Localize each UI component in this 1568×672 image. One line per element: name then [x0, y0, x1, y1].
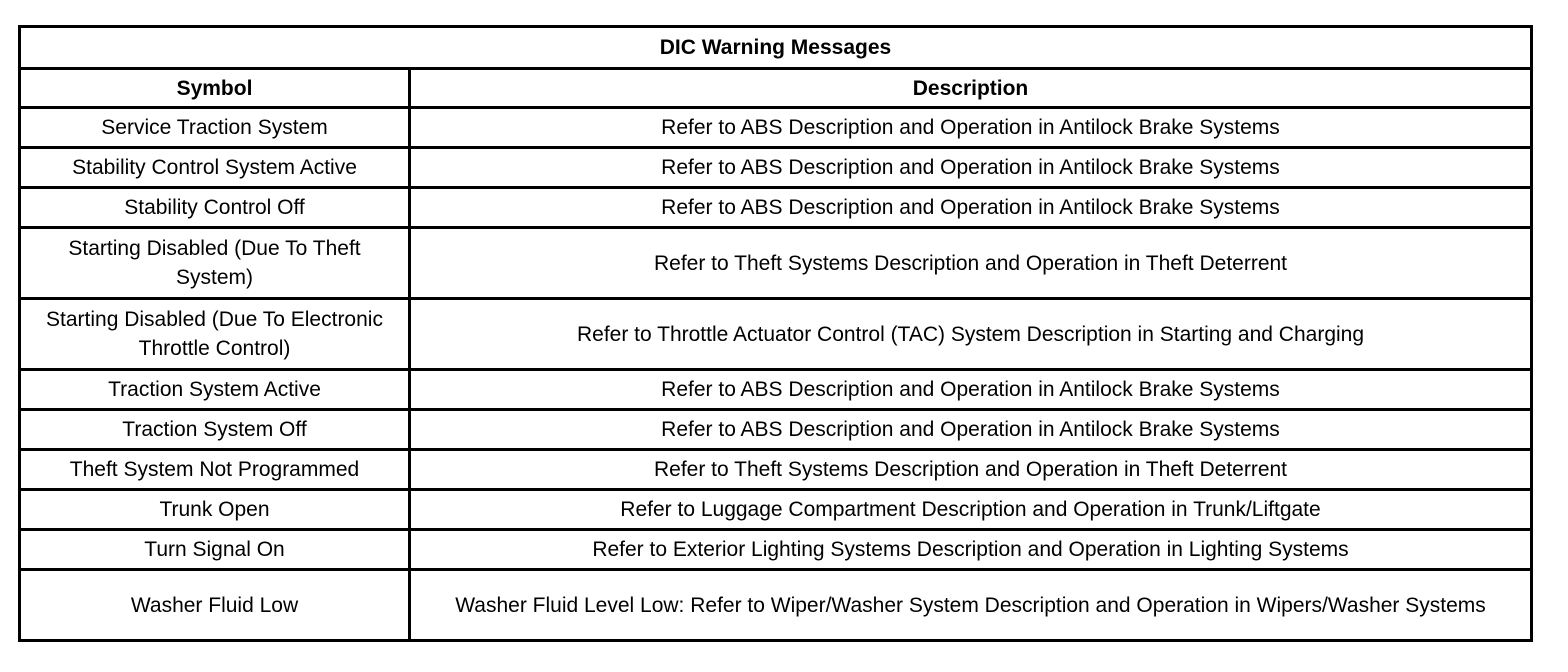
- symbol-cell: Stability Control System Active: [20, 148, 410, 188]
- dic-warning-messages-table: [18, 25, 1533, 642]
- description-cell: Refer to Exterior Lighting Systems Description and Operation in Lighting Systems: [410, 530, 1532, 570]
- table-header-row: [20, 69, 1532, 108]
- description-cell: Refer to Theft Systems Description and Operation in Theft Deterrent: [410, 450, 1532, 490]
- table-row: [20, 450, 1532, 490]
- symbol-cell: Turn Signal On: [20, 530, 410, 570]
- symbol-cell: Traction System Active: [20, 370, 410, 410]
- column-header-symbol: Symbol: [20, 69, 410, 108]
- description-cell: Refer to Theft Systems Description and Operation in Theft Deterrent: [410, 228, 1532, 299]
- table-body: [20, 108, 1532, 641]
- description-cell: Refer to ABS Description and Operation in Antilock Brake Systems: [410, 148, 1532, 188]
- description-cell: Refer to ABS Description and Operation in Antilock Brake Systems: [410, 108, 1532, 148]
- symbol-cell: Trunk Open: [20, 490, 410, 530]
- description-cell: Refer to ABS Description and Operation in Antilock Brake Systems: [410, 188, 1532, 228]
- symbol-cell: Service Traction System: [20, 108, 410, 148]
- table-title: DIC Warning Messages: [20, 27, 1532, 69]
- symbol-cell: Washer Fluid Low: [20, 570, 410, 641]
- symbol-cell: Starting Disabled (Due To Electronic Throttle Control): [20, 299, 410, 370]
- table-row: [20, 148, 1532, 188]
- table-row: [20, 228, 1532, 299]
- table-row: [20, 530, 1532, 570]
- description-cell: Refer to Throttle Actuator Control (TAC) System Description in Starting and Charging: [410, 299, 1532, 370]
- table-title-row: [20, 27, 1532, 69]
- description-cell: Refer to Luggage Compartment Description and Operation in Trunk/Liftgate: [410, 490, 1532, 530]
- table-row: [20, 108, 1532, 148]
- description-cell: Refer to ABS Description and Operation in Antilock Brake Systems: [410, 410, 1532, 450]
- column-header-description: Description: [410, 69, 1532, 108]
- symbol-cell: Starting Disabled (Due To Theft System): [20, 228, 410, 299]
- table-row: [20, 188, 1532, 228]
- table-row: [20, 410, 1532, 450]
- table-row: [20, 570, 1532, 641]
- symbol-cell: Stability Control Off: [20, 188, 410, 228]
- description-cell: Refer to ABS Description and Operation in Antilock Brake Systems: [410, 370, 1532, 410]
- table-row: [20, 490, 1532, 530]
- table-row: [20, 370, 1532, 410]
- symbol-cell: Traction System Off: [20, 410, 410, 450]
- symbol-cell: Theft System Not Programmed: [20, 450, 410, 490]
- table-row: [20, 299, 1532, 370]
- description-cell: Washer Fluid Level Low: Refer to Wiper/Washer System Description and Operation in Wipers/Washer Systems: [410, 570, 1532, 641]
